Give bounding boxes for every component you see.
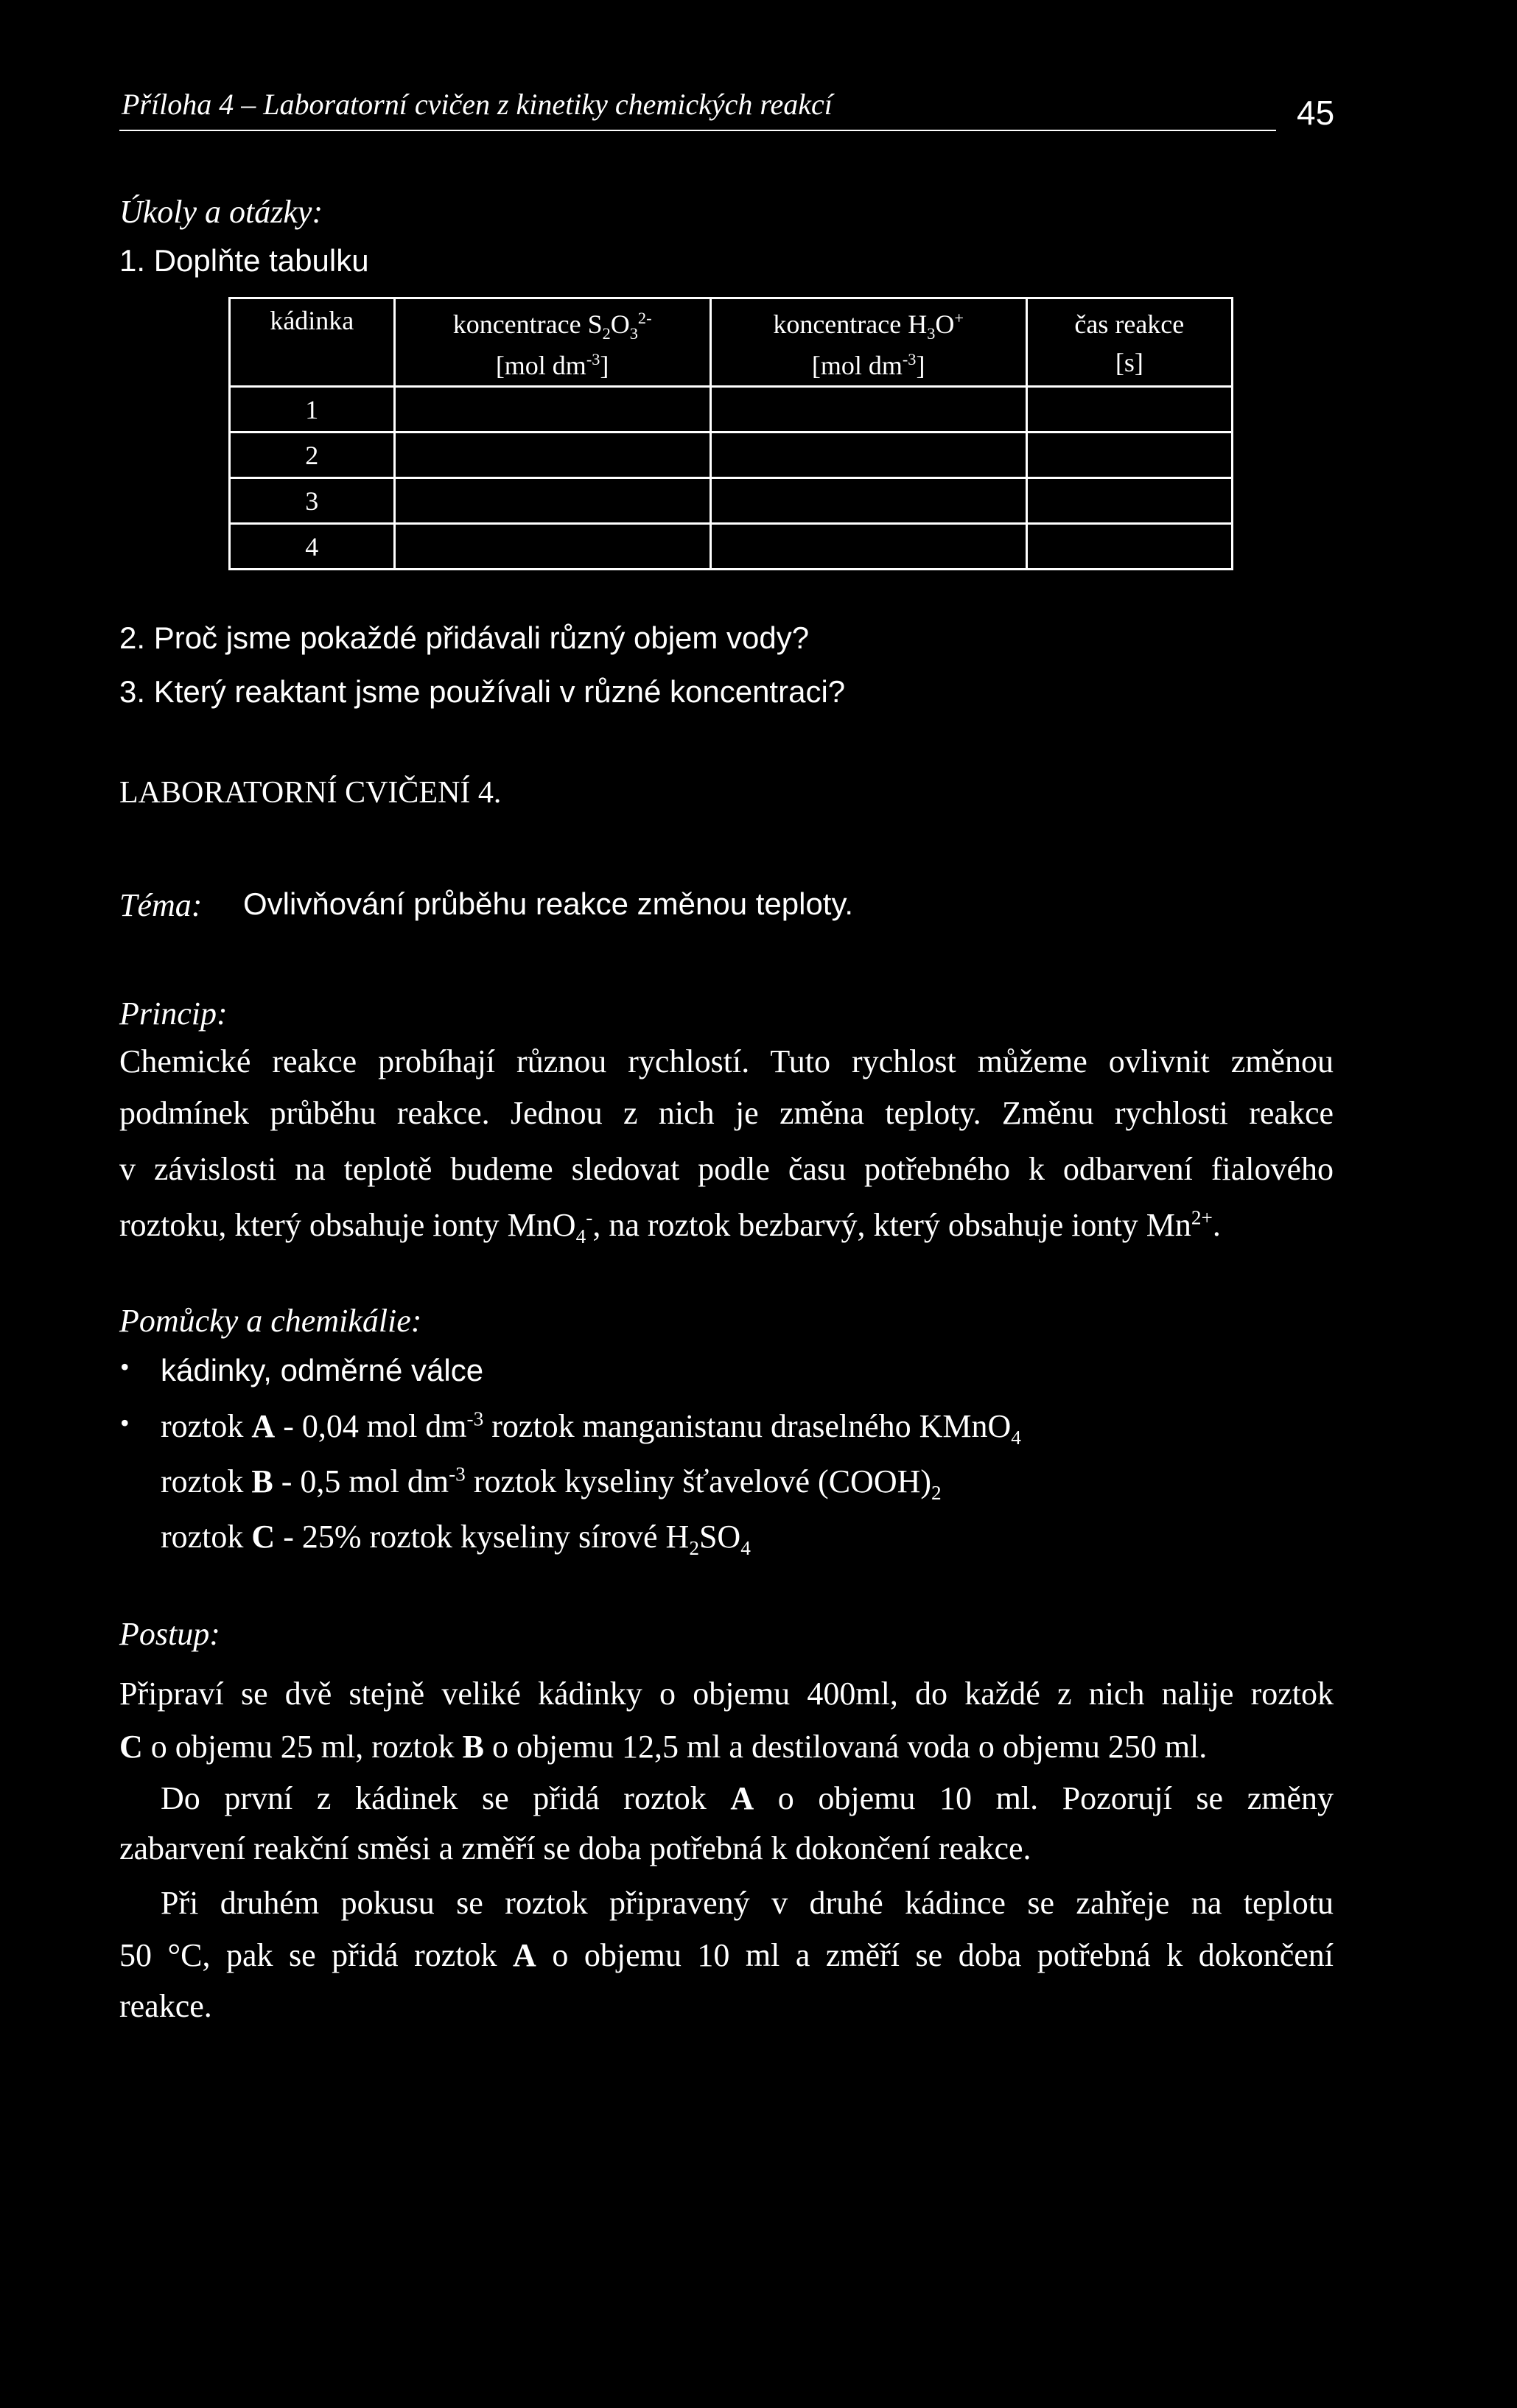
header-kadinka-label: kádinka [270, 306, 354, 335]
label-part: koncentrace S [452, 309, 603, 339]
postup-label: Postup: [119, 1616, 220, 1652]
princip-line-4 [119, 1206, 1221, 1248]
table-cell [710, 524, 1026, 570]
postup-line-2 [119, 1728, 1207, 1765]
text-part: roztok [161, 1408, 252, 1444]
princip-label: Princip: [119, 995, 228, 1032]
text-part: . [1212, 1207, 1221, 1243]
text-part: -3 [466, 1407, 484, 1430]
postup-line-3 [161, 1779, 1334, 1817]
text-part: roztoku, který obsahuje ionty MnO [119, 1207, 576, 1243]
text-part: 2+ [1191, 1206, 1213, 1229]
equipment-item-4 [161, 1518, 751, 1560]
postup-line-1: Připraví se dvě stejně veliké kádinky o objemu 400ml, do každé z nich nalije roztok [119, 1676, 1334, 1712]
unit-part: [s] [1115, 348, 1143, 378]
text-part: 4 [1011, 1426, 1021, 1449]
princip-line-1: Chemické reakce probíhají různou rychlostí. Tuto rychlost můžeme ovlivnit změnou [119, 1043, 1334, 1079]
text-part: 4 [740, 1536, 751, 1559]
text-part: A [730, 1780, 754, 1816]
question-2: 2. Proč jsme pokaždé přidávali různý objem vody? [119, 620, 810, 655]
question-3: 3. Který reaktant jsme používali v různé koncentraci? [119, 674, 846, 709]
table-row [230, 433, 1233, 478]
text-part: Do první z kádinek se přidá roztok [161, 1780, 731, 1816]
tasks-heading: Úkoly a otázky: [119, 194, 323, 230]
table-header-row [230, 298, 1233, 387]
text-part: roztok [161, 1463, 252, 1499]
text-part: roztok kyseliny šťavelové (COOH) [465, 1463, 932, 1499]
table-cell [710, 387, 1026, 433]
postup-line-7: reakce. [119, 1988, 212, 2024]
table-cell [1026, 524, 1232, 570]
label-part: 3 [927, 324, 936, 343]
text-part: , na roztok bezbarvý, který obsahuje ionty Mn [592, 1207, 1191, 1243]
unit-part: ] [600, 350, 609, 380]
text-part: -3 [449, 1463, 466, 1485]
text-part: SO [698, 1519, 741, 1555]
text-part: - [586, 1206, 593, 1229]
header-kadinka [230, 298, 395, 387]
table-cell [394, 433, 710, 478]
label-part: koncentrace H [773, 309, 928, 339]
header-rule [119, 130, 1276, 131]
table-cell [1026, 433, 1232, 478]
pomucky-label: Pomůcky a chemikálie: [119, 1303, 422, 1339]
text-part: B [251, 1463, 273, 1499]
unit-part: -3 [586, 349, 600, 368]
princip-line-2: podmínek průběhu reakce. Jednou z nich je změna teploty. Změnu rychlosti reakce [119, 1095, 1334, 1131]
text-part: C [251, 1519, 276, 1555]
bullet-icon: • [120, 1408, 130, 1438]
row-number: 3 [230, 478, 395, 524]
text-part: o objemu 10 ml. Pozorují se změny [754, 1780, 1334, 1816]
text-part: 4 [575, 1225, 586, 1247]
unit-part: [mol dm [811, 350, 903, 380]
bullet-icon: • [120, 1352, 130, 1382]
text-part: - 25% roztok kyseliny sírové H [275, 1519, 690, 1555]
label-part: 2 [602, 324, 611, 343]
text-part: - 0,5 mol dm [273, 1463, 449, 1499]
unit-part: [mol dm [495, 350, 586, 380]
row-number: 2 [230, 433, 395, 478]
table-row [230, 387, 1233, 433]
equipment-item-3 [161, 1463, 942, 1505]
text-part: roztok [161, 1519, 252, 1555]
label-part: čas reakce [1074, 309, 1185, 339]
postup-line-6 [119, 1936, 1334, 1974]
text-part: 2 [931, 1481, 942, 1504]
text-part: o objemu 10 ml a změří se doba potřebná k dokončení [536, 1937, 1334, 1973]
table-row [230, 524, 1233, 570]
table-row [230, 478, 1233, 524]
results-table [228, 297, 1233, 570]
page-number: 45 [1297, 94, 1335, 132]
text-part: A [513, 1937, 536, 1973]
lab-title: LABORATORNÍ CVIČENÍ 4. [119, 776, 502, 810]
table-cell [1026, 478, 1232, 524]
text-part: B [462, 1729, 484, 1765]
postup-line-5: Při druhém pokusu se roztok připravený v druhé kádince se zahřeje na teplotu [161, 1885, 1334, 1921]
postup-line-4: zabarvení reakční směsi a změří se doba potřebná k dokončení reakce. [119, 1830, 1031, 1866]
equipment-item-1: kádinky, odměrné válce [161, 1353, 484, 1387]
label-part: 2- [637, 309, 652, 327]
table-cell [394, 387, 710, 433]
unit-part: ] [916, 350, 925, 380]
row-number: 4 [230, 524, 395, 570]
table-cell [710, 433, 1026, 478]
table-cell [710, 478, 1026, 524]
text-part: C [119, 1729, 143, 1765]
text-part: o objemu 25 ml, roztok [142, 1729, 463, 1765]
table-cell [394, 524, 710, 570]
equipment-item-2 [161, 1407, 1021, 1449]
text-part: 50 °C, pak se přidá roztok [119, 1937, 514, 1973]
label-part: O [935, 309, 955, 339]
text-part: o objemu 12,5 ml a destilovaná voda o objemu 250 ml. [483, 1729, 1208, 1765]
header-concentration-thiosulfate [394, 298, 710, 387]
table-cell [394, 478, 710, 524]
label-part: O [610, 309, 630, 339]
princip-line-3: v závislosti na teplotě budeme sledovat podle času potřebného k odbarvení fialového [119, 1151, 1334, 1187]
text-part: 2 [689, 1536, 699, 1559]
unit-part: -3 [902, 349, 917, 368]
text-part: - 0,04 mol dm [275, 1408, 467, 1444]
label-part: 3 [629, 324, 638, 343]
row-number: 1 [230, 387, 395, 433]
tema-label: Téma: [119, 887, 203, 923]
label-part: + [954, 309, 964, 327]
table-cell [1026, 387, 1232, 433]
tema-text: Ovlivňování průběhu reakce změnou teploty. [243, 886, 854, 921]
question-1: 1. Doplňte tabulku [119, 243, 369, 278]
header-reaction-time [1026, 298, 1232, 387]
text-part: A [251, 1408, 276, 1444]
text-part: roztok manganistanu draselného KMnO [483, 1408, 1012, 1444]
running-header: Příloha 4 – Laboratorní cvičen z kinetiky chemických reakcí [122, 88, 833, 121]
header-concentration-hydronium [710, 298, 1026, 387]
